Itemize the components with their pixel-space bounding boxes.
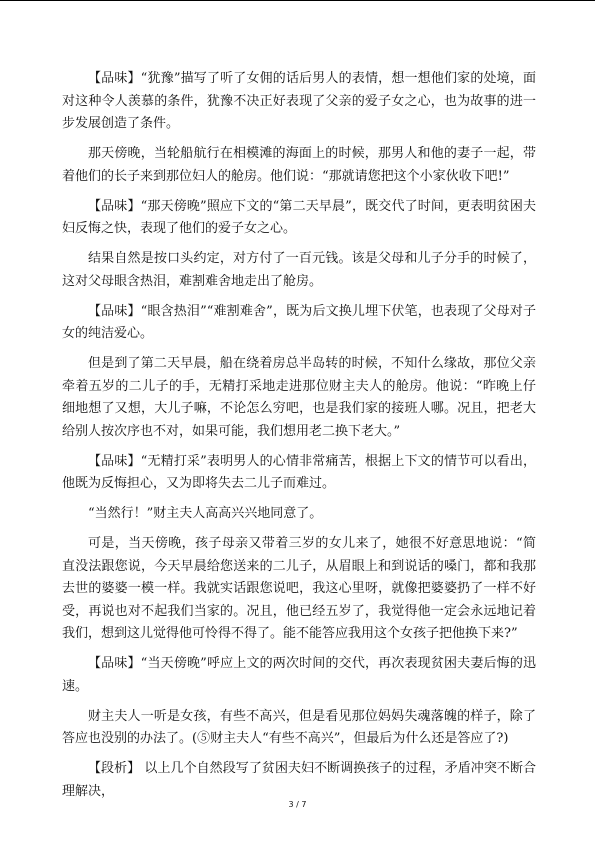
paragraph: 财主夫人一听是女孩，有些不高兴，但是看见那位妈妈失魂落魄的样子，除了答应也没别的办法了。(⑤财主夫人“有些不高兴”，但最后为什么还是答应了?) [62,708,536,746]
paragraph: 可是，当天傍晚，孩子母亲又带着三岁的女儿来了，她很不好意思地说：“简直没法跟您说，今天早晨给您送来的二儿子，从眉眼上和到说话的嗓门，都和我那去世的婆婆一模一样。我就实话跟您说吧，我这心里呀，就像把婆婆扔了一样不好受，再说也对不起我们当家的。况且，他已经五岁了，我觉得他一定会永远地记着我们，想到这儿觉得他可怜得不得了。能不能答应我用这个女孩子把他换下来?” [62,536,536,641]
paragraph: 【品味】“眼含热泪”“难割难舍”，既为后文换儿埋下伏笔，也表现了父母对子女的纯洁爱心。 [62,303,536,341]
page-number: 3 / 7 [288,800,307,809]
paragraph: 结果自然是按口头约定，对方付了一百元钱。该是父母和儿子分手的时候了，这对父母眼含热泪，难割难舍地走出了舱房。 [62,251,536,289]
paragraph: 【品味】“那天傍晚”照应下文的“第二天早晨”，既交代了时间，更表明贫困夫妇反悔之快，表现了他们的爱子女之心。 [62,198,536,236]
paragraph: 【段析】 以上几个自然段写了贫困夫妇不断调换孩子的过程，矛盾冲突不断合理解决， [62,761,536,799]
paragraph: 那天傍晚，当轮船航行在相模滩的海面上的时候，那男人和他的妻子一起，带着他们的长子来到那位妇人的舱房。他们说：“那就请您把这个小家伙收下吧!” [62,146,536,184]
paragraph: 但是到了第二天早晨，船在绕着房总半岛转的时候，不知什么缘故，那位父亲牵着五岁的二儿子的手，无精打采地走进那位财主夫人的舱房。他说：“昨晚上仔细地想了又想，大儿子嘛，不论怎么穷吧，也是我们家的接班人哪。况且，把老大给别人按次序也不对，如果可能，我们想用老二换下老大。” [62,356,536,439]
header-rule [0,0,595,1]
paragraph: “当然行！”财主夫人高高兴兴地同意了。 [88,506,323,521]
document-body [62,68,536,811]
paragraph: 【品味】“当天傍晚”呼应上文的两次时间的交代，再次表现贫困夫妻后悔的迅速。 [62,656,536,694]
paragraph: 【品味】“无精打采”表明男人的心情非常痛苦，根据上下文的情节可以看出，他既为反悔担心，又为即将失去二儿子而难过。 [62,453,536,491]
paragraph: 【品味】“犹豫”描写了听了女佣的话后男人的表情，想一想他们家的处境，面对这种令人羡慕的条件，犹豫不决正好表现了父亲的爱子女之心，也为故事的进一步发展创造了条件。 [62,71,536,131]
